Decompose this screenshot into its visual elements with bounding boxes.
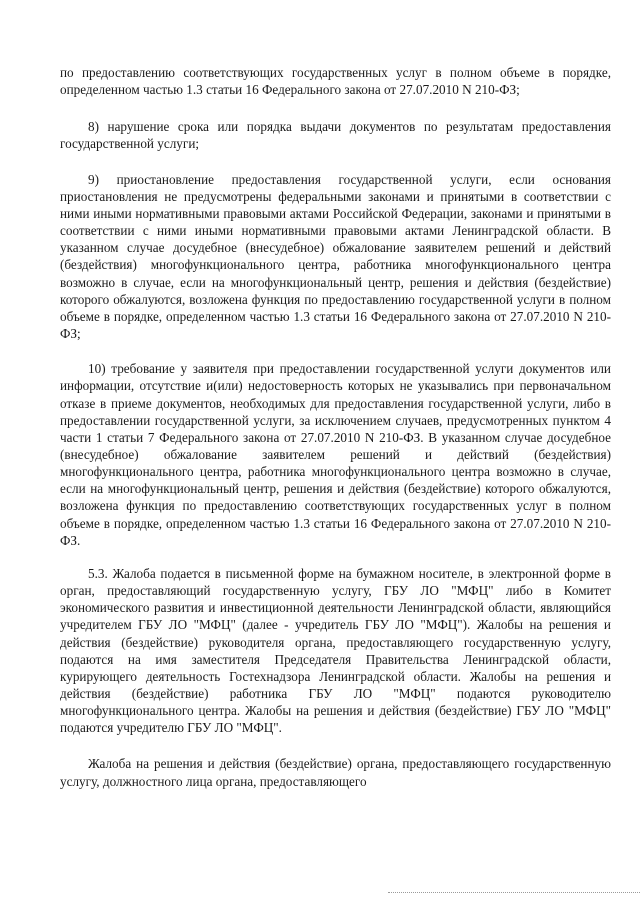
paragraph-item-8: 8) нарушение срока или порядка выдачи документов по результатам предоставления государственной услуги;	[60, 119, 611, 152]
scan-edge-line	[388, 892, 640, 893]
document-body	[60, 64, 611, 790]
paragraph-item-9: 9) приостановление предоставления государственной услуги, если основания приостановления не предусмотрены федеральными законами и принятыми в соответствии с ними иными нормативными правовыми актами Российской Федерации, законами и принятыми в соответствии с ними иными нормативными правовыми актами Ленинградской области. В указанном случае досудебное (внесудебное) обжалование заявителем решений и действий (бездействия) многофункционального центра, работника многофункционального центра возможно в случае, если на многофункциональный центр, решения и действия (бездействие) которого обжалуются, возложена функция по предоставлению государственной услуги в полном объеме в порядке, определенном частью 1.3 статьи 16 Федерального закона от 27.07.2010 N 210-ФЗ;	[60, 171, 611, 342]
paragraph-item-10: 10) требование у заявителя при предоставлении государственной услуги документов или информации, отсутствие и(или) недостоверность которых не указывались при первоначальном отказе в приеме документов, необходимых для предоставления государственной услуги, либо в предоставлении государственной услуги, за исключением случаев, предусмотренных пунктом 4 части 1 статьи 7 Федерального закона от 27.07.2010 N 210-ФЗ. В указанном случае досудебное (внесудебное) обжалование заявителем решений и действий (бездействия) многофункционального центра, работника многофункционального центра возможно в случае, если на многофункциональный центр, решения и действия (бездействие) которого обжалуются, возложена функция по предоставлению соответствующих государственных услуг в полном объеме в порядке, определенном частью 1.3 статьи 16 Федерального закона от 27.07.2010 N 210-ФЗ.	[60, 361, 611, 548]
paragraph-section-5-3: 5.3. Жалоба подается в письменной форме на бумажном носителе, в электронной форме в орган, предоставляющий государственную услугу, ГБУ ЛО "МФЦ" либо в Комитет экономического развития и инвестиционной деятельности Ленинградской области, являющийся учредителем ГБУ ЛО "МФЦ" (далее - учредитель ГБУ ЛО "МФЦ"). Жалобы на решения и действия (бездействие) руководителя органа, предоставляющего государственную услугу, подаются на имя заместителя Председателя Правительства Ленинградской области, курирующего деятельность Гостехнадзора Ленинградской области. Жалобы на решения и действия (бездействие) работника ГБУ ЛО "МФЦ" подаются руководителю многофункционального центра. Жалобы на решения и действия (бездействие) ГБУ ЛО "МФЦ" подаются учредителю ГБУ ЛО "МФЦ".	[60, 565, 611, 736]
paragraph-complaint: Жалоба на решения и действия (бездействие) органа, предоставляющего государственную услугу, должностного лица органа, предоставляющего	[60, 756, 611, 789]
paragraph-continuation: по предоставлению соответствующих государственных услуг в полном объеме в порядке, определенном частью 1.3 статьи 16 Федерального закона от 27.07.2010 N 210-ФЗ;	[60, 65, 611, 98]
